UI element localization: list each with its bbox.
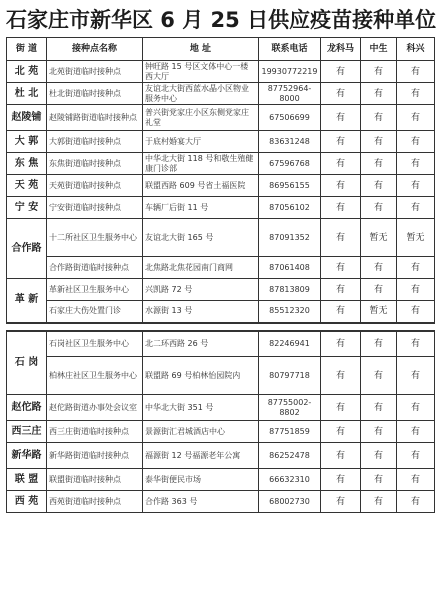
- header-vaccine-longkema: 龙科马: [321, 38, 361, 61]
- site-name-cell: 赵陵铺路街道临时接种点: [47, 105, 143, 131]
- page-title: 石家庄市新华区 6 月 25 日供应疫苗接种单位: [6, 8, 437, 32]
- phone-cell: 87752964-8000: [259, 83, 321, 105]
- district-cell: 石 岗: [7, 331, 47, 395]
- phone-cell: 87755002-8802: [259, 395, 321, 421]
- address-cell: 中华北大街 351 号: [143, 395, 259, 421]
- table-body-part2: [7, 331, 435, 513]
- phone-cell: 87056102: [259, 197, 321, 219]
- address-cell: 友谊北大街西蓝水晶小区物业服务中心: [143, 83, 259, 105]
- vaccine-zhongsheng-cell: 有: [361, 83, 397, 105]
- phone-cell: 83631248: [259, 131, 321, 153]
- district-cell: 联 盟: [7, 469, 47, 491]
- address-cell: 于底村婚宴大厅: [143, 131, 259, 153]
- vaccine-kexing-cell: 有: [397, 131, 435, 153]
- vaccine-zhongsheng-cell: 暂无: [361, 301, 397, 323]
- gap-cell: [7, 323, 435, 331]
- table-row: [7, 257, 435, 279]
- vaccine-zhongsheng-cell: 有: [361, 105, 397, 131]
- vaccine-kexing-cell: 有: [397, 421, 435, 443]
- vaccine-kexing-cell: 有: [397, 105, 435, 131]
- district-cell: 新华路: [7, 443, 47, 469]
- address-cell: 联盟路 69 号柏林怡园院内: [143, 357, 259, 395]
- vaccine-longkema-cell: 有: [321, 331, 361, 357]
- address-cell: 北焦路北焦花园南门商网: [143, 257, 259, 279]
- address-cell: 景源街汇君城酒店中心: [143, 421, 259, 443]
- district-cell: 西三庄: [7, 421, 47, 443]
- address-cell: 福源街 12 号福源老年公寓: [143, 443, 259, 469]
- vaccine-zhongsheng-cell: 有: [361, 153, 397, 175]
- site-name-cell: 石岗社区卫生服务中心: [47, 331, 143, 357]
- phone-cell: 19930772219: [259, 61, 321, 83]
- vaccine-zhongsheng-cell: 有: [361, 491, 397, 513]
- vaccine-kexing-cell: 有: [397, 469, 435, 491]
- district-cell: 赵佗路: [7, 395, 47, 421]
- phone-cell: 87813809: [259, 279, 321, 301]
- vaccine-zhongsheng-cell: 有: [361, 357, 397, 395]
- vaccine-longkema-cell: 有: [321, 197, 361, 219]
- district-cell: 合作路: [7, 219, 47, 279]
- vaccine-kexing-cell: 暂无: [397, 219, 435, 257]
- vaccine-kexing-cell: 有: [397, 443, 435, 469]
- vaccine-kexing-cell: 有: [397, 491, 435, 513]
- vaccine-kexing-cell: 有: [397, 61, 435, 83]
- table-row: [7, 443, 435, 469]
- table-row: [7, 105, 435, 131]
- site-name-cell: 联盟街道临时接种点: [47, 469, 143, 491]
- site-name-cell: 天苑街道临时接种点: [47, 175, 143, 197]
- table-row: [7, 421, 435, 443]
- district-cell: 宁 安: [7, 197, 47, 219]
- table-row: [7, 469, 435, 491]
- address-cell: 水源街 13 号: [143, 301, 259, 323]
- table-row: [7, 219, 435, 257]
- phone-cell: 85512320: [259, 301, 321, 323]
- district-cell: 杜 北: [7, 83, 47, 105]
- site-name-cell: 柏林庄社区卫生服务中心: [47, 357, 143, 395]
- header-row: [7, 38, 435, 61]
- phone-cell: 87751859: [259, 421, 321, 443]
- site-name-cell: 大郭街道临时接种点: [47, 131, 143, 153]
- vaccine-longkema-cell: 有: [321, 219, 361, 257]
- vaccine-zhongsheng-cell: 有: [361, 175, 397, 197]
- site-name-cell: 合作路街道临时接种点: [47, 257, 143, 279]
- header-vaccine-zhongsheng: 中生: [361, 38, 397, 61]
- vaccine-kexing-cell: 有: [397, 153, 435, 175]
- vaccine-zhongsheng-cell: 有: [361, 395, 397, 421]
- phone-cell: 86252478: [259, 443, 321, 469]
- district-cell: 大 郭: [7, 131, 47, 153]
- vaccine-longkema-cell: 有: [321, 469, 361, 491]
- site-name-cell: 赵佗路街道办事处会议室: [47, 395, 143, 421]
- phone-cell: 67506699: [259, 105, 321, 131]
- table-row: [7, 331, 435, 357]
- vaccine-longkema-cell: 有: [321, 421, 361, 443]
- address-cell: 友谊北大街 165 号: [143, 219, 259, 257]
- table-row: [7, 197, 435, 219]
- vaccine-kexing-cell: 有: [397, 279, 435, 301]
- district-cell: 天 苑: [7, 175, 47, 197]
- vaccine-longkema-cell: 有: [321, 279, 361, 301]
- table-row: [7, 153, 435, 175]
- vaccine-kexing-cell: 有: [397, 357, 435, 395]
- phone-cell: 68002730: [259, 491, 321, 513]
- address-cell: 北二环西路 26 号: [143, 331, 259, 357]
- district-cell: 赵陵铺: [7, 105, 47, 131]
- address-cell: 联盟西路 609 号省土福医院: [143, 175, 259, 197]
- phone-cell: 80797718: [259, 357, 321, 395]
- table-row: [7, 357, 435, 395]
- header-address: 地 址: [143, 38, 259, 61]
- table-row: [7, 395, 435, 421]
- table-row: [7, 491, 435, 513]
- site-name-cell: 十二所社区卫生服务中心: [47, 219, 143, 257]
- vaccine-zhongsheng-cell: 有: [361, 197, 397, 219]
- vaccine-zhongsheng-cell: 有: [361, 443, 397, 469]
- vaccine-longkema-cell: 有: [321, 105, 361, 131]
- site-name-cell: 新华路街道临时接种点: [47, 443, 143, 469]
- vaccine-kexing-cell: 有: [397, 395, 435, 421]
- vaccine-kexing-cell: 有: [397, 257, 435, 279]
- vaccine-longkema-cell: 有: [321, 83, 361, 105]
- gap-row: [7, 323, 435, 331]
- phone-cell: 67596768: [259, 153, 321, 175]
- address-cell: 合作路 363 号: [143, 491, 259, 513]
- site-name-cell: 宁安街道临时接种点: [47, 197, 143, 219]
- site-name-cell: 西苑街道临时接种点: [47, 491, 143, 513]
- site-name-cell: 杜北街道临时接种点: [47, 83, 143, 105]
- vaccine-zhongsheng-cell: 有: [361, 469, 397, 491]
- vaccine-kexing-cell: 有: [397, 197, 435, 219]
- site-name-cell: 革新社区卫生服务中心: [47, 279, 143, 301]
- section-gap: [7, 323, 435, 331]
- table-row: [7, 83, 435, 105]
- vaccine-longkema-cell: 有: [321, 301, 361, 323]
- table-row: [7, 131, 435, 153]
- phone-cell: 86956155: [259, 175, 321, 197]
- vaccine-longkema-cell: 有: [321, 357, 361, 395]
- vaccine-longkema-cell: 有: [321, 153, 361, 175]
- vaccine-longkema-cell: 有: [321, 131, 361, 153]
- vaccine-kexing-cell: 有: [397, 175, 435, 197]
- vaccine-longkema-cell: 有: [321, 61, 361, 83]
- vaccine-zhongsheng-cell: 有: [361, 331, 397, 357]
- vaccination-table: [6, 37, 435, 513]
- table-row: [7, 301, 435, 323]
- vaccine-zhongsheng-cell: 有: [361, 131, 397, 153]
- vaccine-longkema-cell: 有: [321, 175, 361, 197]
- address-cell: 普兴街党家庄小区东侧党家庄礼堂: [143, 105, 259, 131]
- district-cell: 北 苑: [7, 61, 47, 83]
- vaccine-zhongsheng-cell: 有: [361, 61, 397, 83]
- vaccine-kexing-cell: 有: [397, 83, 435, 105]
- table-row: [7, 175, 435, 197]
- district-cell: 革 新: [7, 279, 47, 323]
- district-cell: 西 苑: [7, 491, 47, 513]
- vaccine-zhongsheng-cell: 暂无: [361, 219, 397, 257]
- header-district: 街 道: [7, 38, 47, 61]
- vaccine-kexing-cell: 有: [397, 331, 435, 357]
- vaccine-longkema-cell: 有: [321, 491, 361, 513]
- address-cell: 钟旺路 15 号区文体中心一楼西大厅: [143, 61, 259, 83]
- vaccine-longkema-cell: 有: [321, 443, 361, 469]
- vaccine-zhongsheng-cell: 有: [361, 421, 397, 443]
- site-name-cell: 西三庄街道临时接种点: [47, 421, 143, 443]
- site-name-cell: 北苑街道临时接种点: [47, 61, 143, 83]
- site-name-cell: 东焦街道临时接种点: [47, 153, 143, 175]
- district-cell: 东 焦: [7, 153, 47, 175]
- address-cell: 车辆厂后街 11 号: [143, 197, 259, 219]
- phone-cell: 87091352: [259, 219, 321, 257]
- address-cell: 泰华街便民市场: [143, 469, 259, 491]
- phone-cell: 66632310: [259, 469, 321, 491]
- header-vaccine-kexing: 科兴: [397, 38, 435, 61]
- vaccine-longkema-cell: 有: [321, 395, 361, 421]
- header-phone: 联系电话: [259, 38, 321, 61]
- vaccine-zhongsheng-cell: 有: [361, 257, 397, 279]
- address-cell: 兴凯路 72 号: [143, 279, 259, 301]
- vaccine-kexing-cell: 有: [397, 301, 435, 323]
- address-cell: 中华北大街 118 号和敬生殖健康门诊部: [143, 153, 259, 175]
- phone-cell: 82246941: [259, 331, 321, 357]
- header-site-name: 接种点名称: [47, 38, 143, 61]
- table-row: [7, 61, 435, 83]
- phone-cell: 87061408: [259, 257, 321, 279]
- site-name-cell: 石家庄大伤处置门诊: [47, 301, 143, 323]
- table-row: [7, 279, 435, 301]
- vaccine-zhongsheng-cell: 有: [361, 279, 397, 301]
- vaccine-longkema-cell: 有: [321, 257, 361, 279]
- table-body-part1: [7, 61, 435, 323]
